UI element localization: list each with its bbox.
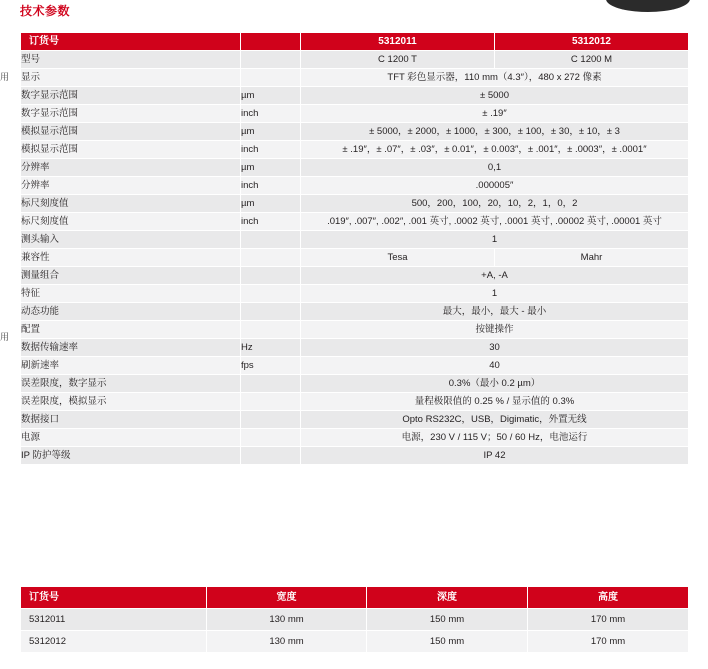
spec-value-shared: .000005″ [301, 177, 689, 195]
table-row [21, 321, 689, 339]
spec-parameter-unit [241, 231, 301, 249]
logo-mark [606, 0, 690, 12]
specifications-header [21, 33, 689, 51]
table-row [21, 357, 689, 375]
spec-value: C 1200 T [301, 51, 495, 69]
header-unit [241, 33, 301, 51]
spec-value-shared: 500，200，100，20，10，2，1，0，2 [301, 195, 689, 213]
spec-value-shared: .019″, .007″, .002″, .001 英寸, .0002 英寸, .0001 英寸, .00002 英寸, .00001 英寸 [301, 213, 689, 231]
table-row [21, 87, 689, 105]
spec-parameter-unit: inch [241, 177, 301, 195]
spec-value-shared: ± 5000，± 2000，± 1000，± 300，± 100，± 30，± 10，± 3 [301, 123, 689, 141]
specifications-table [20, 32, 689, 465]
table-row [21, 105, 689, 123]
spec-parameter-unit: inch [241, 141, 301, 159]
table-row [21, 159, 689, 177]
table-row [21, 177, 689, 195]
spec-parameter-unit [241, 429, 301, 447]
spec-parameter-name: 标尺刻度值 [21, 213, 241, 231]
table-row [21, 285, 689, 303]
spec-parameter-unit [241, 51, 301, 69]
table-row [21, 447, 689, 465]
spec-value: C 1200 M [495, 51, 689, 69]
spec-value-shared: Opto RS232C，USB，Digimatic，外置无线 [301, 411, 689, 429]
spec-parameter-name: 数字显示范围 [21, 87, 241, 105]
spec-parameter-name: 误差限度，数字显示 [21, 375, 241, 393]
table-row [21, 141, 689, 159]
header-height: 高度 [528, 587, 689, 609]
header-width: 宽度 [207, 587, 367, 609]
table-row [21, 213, 689, 231]
spec-parameter-name: 分辨率 [21, 177, 241, 195]
spec-value-shared: 30 [301, 339, 689, 357]
table-row [21, 631, 689, 653]
table-row [21, 375, 689, 393]
dimensions-table [20, 586, 689, 653]
spec-parameter-name: 刷新速率 [21, 357, 241, 375]
spec-parameter-name: 特征 [21, 285, 241, 303]
spec-parameter-name: 电源 [21, 429, 241, 447]
spec-value: Tesa [301, 249, 495, 267]
spec-parameter-name: 模拟显示范围 [21, 141, 241, 159]
spec-parameter-unit: inch [241, 213, 301, 231]
table-row [21, 267, 689, 285]
spec-value-shared: 按键操作 [301, 321, 689, 339]
spec-parameter-name: 数字显示范围 [21, 105, 241, 123]
header-dims-order-number: 订货号 [21, 587, 207, 609]
spec-parameter-unit [241, 375, 301, 393]
spec-parameter-name: 测头输入 [21, 231, 241, 249]
spec-value-shared: 最大，最小，最大 - 最小 [301, 303, 689, 321]
spec-parameter-unit: inch [241, 105, 301, 123]
header-model-5312012: 5312012 [495, 33, 689, 51]
spec-value-shared: ± .19″，± .07″，± .03″，± 0.01″，± 0.003″，± .001″，± .0003″，± .0001″ [301, 141, 689, 159]
left-margin-text-1: 用 [0, 72, 10, 82]
dimensions-order-number: 5312012 [21, 631, 207, 653]
spec-parameter-name: 兼容性 [21, 249, 241, 267]
spec-value-shared: ± .19″ [301, 105, 689, 123]
table-row [21, 69, 689, 87]
dimensions-order-number: 5312011 [21, 609, 207, 631]
spec-parameter-unit [241, 411, 301, 429]
spec-parameter-name: 显示 [21, 69, 241, 87]
spec-parameter-name: 标尺刻度值 [21, 195, 241, 213]
spec-parameter-name: 配置 [21, 321, 241, 339]
spec-value-shared: 0,1 [301, 159, 689, 177]
header-order-number: 订货号 [21, 33, 241, 51]
table-row [21, 339, 689, 357]
table-row [21, 249, 689, 267]
spec-parameter-name: 模拟显示范围 [21, 123, 241, 141]
dimensions-header [21, 587, 689, 609]
spec-parameter-unit: Hz [241, 339, 301, 357]
spec-parameter-unit [241, 321, 301, 339]
dimensions-value: 130 mm [207, 631, 367, 653]
spec-parameter-unit [241, 447, 301, 465]
spec-parameter-name: 型号 [21, 51, 241, 69]
specifications-body [21, 51, 689, 465]
spec-parameter-name: IP 防护等级 [21, 447, 241, 465]
table-row [21, 231, 689, 249]
spec-parameter-name: 数据接口 [21, 411, 241, 429]
table-row [21, 51, 689, 69]
header-depth: 深度 [367, 587, 528, 609]
table-row [21, 393, 689, 411]
table-row [21, 429, 689, 447]
spec-value-shared: 40 [301, 357, 689, 375]
spec-parameter-name: 分辨率 [21, 159, 241, 177]
dimensions-body [21, 609, 689, 653]
header-model-5312011: 5312011 [301, 33, 495, 51]
spec-value-shared: IP 42 [301, 447, 689, 465]
table-row [21, 411, 689, 429]
page-title: 技术参数 [20, 4, 71, 18]
spec-parameter-unit [241, 69, 301, 87]
table-row [21, 195, 689, 213]
spec-parameter-unit: fps [241, 357, 301, 375]
spec-parameter-unit [241, 393, 301, 411]
spec-value-shared: 0.3%（最小 0.2 µm） [301, 375, 689, 393]
spec-parameter-unit [241, 303, 301, 321]
dimensions-value: 130 mm [207, 609, 367, 631]
spec-parameter-unit [241, 249, 301, 267]
spec-value-shared: 1 [301, 285, 689, 303]
spec-value-shared: +A, -A [301, 267, 689, 285]
spec-value: Mahr [495, 249, 689, 267]
spec-parameter-unit: µm [241, 159, 301, 177]
table-row [21, 303, 689, 321]
spec-parameter-unit [241, 285, 301, 303]
dimensions-value: 150 mm [367, 631, 528, 653]
dimensions-value: 150 mm [367, 609, 528, 631]
spec-parameter-unit: µm [241, 123, 301, 141]
table-header-row [21, 33, 689, 51]
spec-parameter-unit: µm [241, 87, 301, 105]
spec-parameter-name: 数据传输速率 [21, 339, 241, 357]
spec-value-shared: 1 [301, 231, 689, 249]
spec-parameter-unit: µm [241, 195, 301, 213]
spec-parameter-name: 动态功能 [21, 303, 241, 321]
spec-parameter-name: 误差限度，模拟显示 [21, 393, 241, 411]
spec-value-shared: ± 5000 [301, 87, 689, 105]
table-header-row [21, 587, 689, 609]
left-margin-text-2: 用 [0, 332, 10, 342]
dimensions-value: 170 mm [528, 631, 689, 653]
table-row [21, 609, 689, 631]
spec-parameter-unit [241, 267, 301, 285]
dimensions-value: 170 mm [528, 609, 689, 631]
spec-value-shared: TFT 彩色显示器，110 mm（4.3″），480 x 272 像素 [301, 69, 689, 87]
table-row [21, 123, 689, 141]
spec-value-shared: 电源，230 V / 115 V；50 / 60 Hz，电池运行 [301, 429, 689, 447]
spec-value-shared: 量程极限值的 0.25 % / 显示值的 0.3% [301, 393, 689, 411]
spec-parameter-name: 测量组合 [21, 267, 241, 285]
